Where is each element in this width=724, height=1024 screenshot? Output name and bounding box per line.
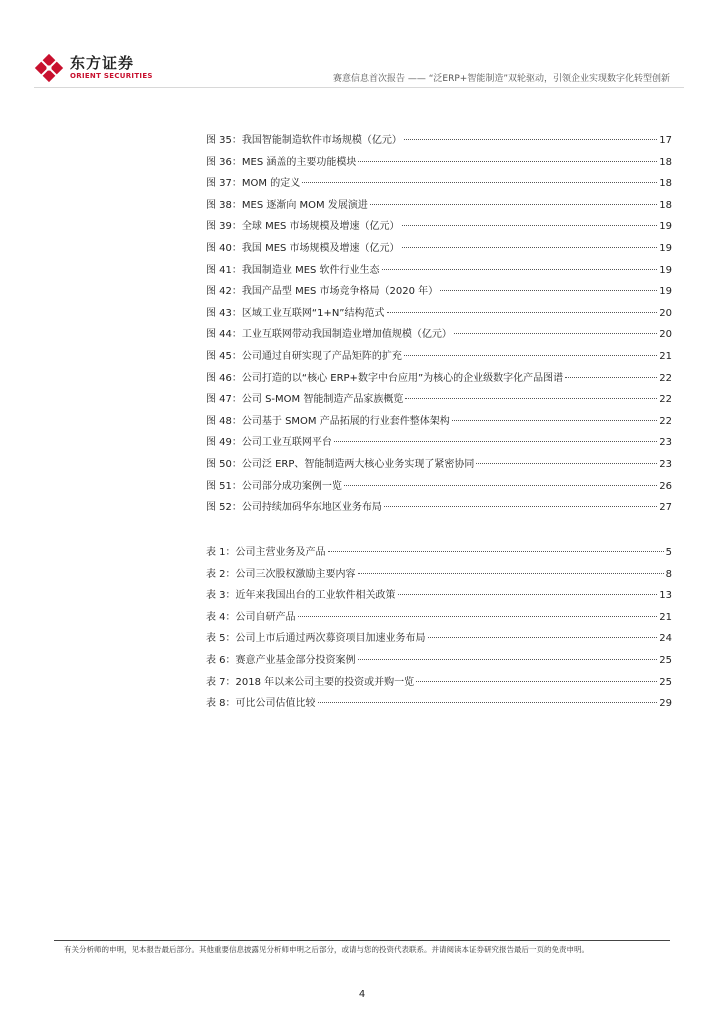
figure-toc-entry[interactable] bbox=[206, 282, 672, 304]
toc-entry-page: 21 bbox=[659, 350, 672, 362]
table-toc-entry[interactable] bbox=[206, 608, 672, 630]
toc-dot-leader bbox=[454, 333, 657, 334]
toc-entry-label: 图 49：公司工业互联网平台 bbox=[206, 437, 332, 449]
toc-entry-label: 表 3：近年来我国出台的工业软件相关政策 bbox=[206, 590, 396, 602]
toc-dot-leader bbox=[328, 551, 664, 552]
table-toc-entry[interactable] bbox=[206, 651, 672, 673]
figure-toc-entry[interactable] bbox=[206, 369, 672, 391]
brand-name-cn: 东方证券 bbox=[70, 54, 135, 72]
figure-toc-entry[interactable] bbox=[206, 477, 672, 499]
toc-entry-page: 19 bbox=[659, 286, 672, 298]
toc-entry-page: 8 bbox=[665, 568, 672, 580]
toc-dot-leader bbox=[302, 182, 657, 183]
toc-entry-label: 图 51：公司部分成功案例一览 bbox=[206, 480, 342, 492]
toc-entry-page: 24 bbox=[659, 633, 672, 645]
toc-dot-leader bbox=[452, 420, 658, 421]
toc-dot-leader bbox=[440, 290, 657, 291]
table-toc-entry[interactable] bbox=[206, 586, 672, 608]
toc-dot-leader bbox=[565, 377, 657, 378]
table-toc-entry[interactable] bbox=[206, 673, 672, 695]
brand-logo bbox=[34, 52, 153, 84]
toc-entry-page: 26 bbox=[659, 480, 672, 492]
figure-toc-entry[interactable] bbox=[206, 390, 672, 412]
header-divider bbox=[34, 87, 684, 88]
toc-entry-page: 18 bbox=[659, 156, 672, 168]
figure-toc-entry[interactable] bbox=[206, 153, 672, 175]
toc-entry-page: 25 bbox=[659, 654, 672, 666]
toc-entry-label: 图 43：区域工业互联网“1+N”结构范式 bbox=[206, 307, 385, 319]
figure-toc-entry[interactable] bbox=[206, 261, 672, 283]
figure-toc-entry[interactable] bbox=[206, 498, 672, 520]
toc-dot-leader bbox=[405, 398, 657, 399]
toc-entry-label: 表 5：公司上市后通过两次募资项目加速业务布局 bbox=[206, 633, 426, 645]
toc-entry-page: 18 bbox=[659, 199, 672, 211]
figure-toc-entry[interactable] bbox=[206, 325, 672, 347]
figure-toc-entry[interactable] bbox=[206, 433, 672, 455]
toc-entry-page: 18 bbox=[659, 178, 672, 190]
toc-entry-label: 表 6：赛意产业基金部分投资案例 bbox=[206, 654, 356, 666]
table-toc-entry[interactable] bbox=[206, 629, 672, 651]
toc-dot-leader bbox=[344, 485, 657, 486]
figure-toc-entry[interactable] bbox=[206, 412, 672, 434]
figure-toc-entry[interactable] bbox=[206, 196, 672, 218]
toc-entry-label: 图 35：我国智能制造软件市场规模（亿元） bbox=[206, 135, 402, 146]
toc-dot-leader bbox=[358, 161, 657, 162]
toc-dot-leader bbox=[404, 139, 657, 140]
toc-entry-page: 29 bbox=[659, 698, 672, 710]
toc-entry-label: 图 50：公司泛 ERP、智能制造两大核心业务实现了紧密协同 bbox=[206, 458, 475, 470]
toc-entry-page: 17 bbox=[659, 135, 672, 146]
figure-toc-entry[interactable] bbox=[206, 174, 672, 196]
toc-entry-label: 图 46：公司打造的以“核心 ERP+数字中台应用”为核心的企业级数字化产品图谱 bbox=[206, 372, 564, 384]
toc-dot-leader bbox=[318, 702, 658, 703]
figure-toc-entry[interactable] bbox=[206, 455, 672, 477]
toc-entry-label: 表 4：公司自研产品 bbox=[206, 611, 296, 623]
toc-entry-page: 22 bbox=[659, 415, 672, 427]
toc-entry-label: 图 38：MES 逐渐向 MOM 发展演进 bbox=[206, 199, 368, 211]
toc-entry-page: 22 bbox=[659, 394, 672, 406]
brand-name-en: ORIENT SECURITIES bbox=[70, 72, 153, 80]
toc-dot-leader bbox=[358, 573, 664, 574]
table-toc-entry[interactable] bbox=[206, 543, 672, 565]
toc-entry-page: 19 bbox=[659, 264, 672, 276]
toc-dot-leader bbox=[387, 312, 658, 313]
toc-dot-leader bbox=[402, 225, 658, 226]
figure-toc bbox=[206, 131, 672, 520]
toc-entry-label: 图 44：工业互联网带动我国制造业增加值规模（亿元） bbox=[206, 329, 452, 341]
toc-entry-label: 图 52：公司持续加码华东地区业务布局 bbox=[206, 502, 382, 514]
toc-dot-leader bbox=[370, 204, 657, 205]
toc-entry-label: 表 8：可比公司估值比较 bbox=[206, 698, 316, 710]
toc-entry-label: 图 42：我国产品型 MES 市场竞争格局（2020 年） bbox=[206, 286, 439, 298]
logo-mark-icon bbox=[34, 53, 64, 83]
toc-entry-page: 21 bbox=[659, 611, 672, 623]
toc-entry-page: 23 bbox=[659, 458, 672, 470]
toc-entry-page: 20 bbox=[659, 329, 672, 341]
toc-dot-leader bbox=[416, 681, 657, 682]
toc-entry-page: 23 bbox=[659, 437, 672, 449]
table-toc-entry[interactable] bbox=[206, 694, 672, 716]
toc-entry-page: 5 bbox=[665, 547, 672, 558]
toc-entry-label: 图 41：我国制造业 MES 软件行业生态 bbox=[206, 264, 380, 276]
toc-dot-leader bbox=[398, 594, 658, 595]
toc-dot-leader bbox=[358, 659, 658, 660]
toc-dot-leader bbox=[402, 247, 658, 248]
footer-divider bbox=[54, 940, 670, 941]
toc-dot-leader bbox=[476, 463, 657, 464]
toc-entry-page: 25 bbox=[659, 676, 672, 688]
toc-entry-page: 19 bbox=[659, 221, 672, 233]
toc-entry-page: 27 bbox=[659, 502, 672, 514]
toc-entry-label: 图 48：公司基于 SMOM 产品拓展的行业套件整体架构 bbox=[206, 415, 450, 427]
figure-toc-entry[interactable] bbox=[206, 217, 672, 239]
figure-toc-entry[interactable] bbox=[206, 347, 672, 369]
toc-dot-leader bbox=[334, 441, 657, 442]
footer-disclaimer: 有关分析师的申明，见本报告最后部分。其他重要信息披露见分析师申明之后部分，或请与您的投资代表联系。并请阅读本证券研究报告最后一页的免责申明。 bbox=[64, 945, 589, 954]
figure-toc-entry[interactable] bbox=[206, 304, 672, 326]
toc-entry-page: 22 bbox=[659, 372, 672, 384]
toc-dot-leader bbox=[404, 355, 657, 356]
figure-toc-entry[interactable] bbox=[206, 131, 672, 153]
toc-dot-leader bbox=[428, 637, 658, 638]
toc-dot-leader bbox=[298, 616, 658, 617]
toc-entry-page: 20 bbox=[659, 307, 672, 319]
figure-toc-entry[interactable] bbox=[206, 239, 672, 261]
toc-entry-label: 图 39：全球 MES 市场规模及增速（亿元） bbox=[206, 221, 400, 233]
table-toc bbox=[206, 543, 672, 716]
toc-entry-label: 图 37：MOM 的定义 bbox=[206, 178, 301, 190]
toc-dot-leader bbox=[382, 269, 658, 270]
table-toc-entry[interactable] bbox=[206, 565, 672, 587]
report-title: 赛意信息首次报告 —— “泛ERP+智能制造”双轮驱动，引领企业实现数字化转型创新 bbox=[333, 74, 670, 84]
toc-entry-label: 图 47：公司 S-MOM 智能制造产品家族概览 bbox=[206, 394, 404, 406]
toc-entry-page: 19 bbox=[659, 242, 672, 254]
page-number: 4 bbox=[358, 989, 366, 1000]
toc-entry-label: 图 36：MES 涵盖的主要功能模块 bbox=[206, 156, 357, 168]
toc-entry-label: 表 2：公司三次股权激励主要内容 bbox=[206, 568, 356, 580]
toc-entry-label: 表 7：2018 年以来公司主要的投资或并购一览 bbox=[206, 676, 415, 688]
toc-entry-page: 13 bbox=[659, 590, 672, 602]
toc-entry-label: 表 1：公司主营业务及产品 bbox=[206, 547, 326, 558]
toc-entry-label: 图 40：我国 MES 市场规模及增速（亿元） bbox=[206, 242, 400, 254]
toc-dot-leader bbox=[384, 506, 657, 507]
toc-entry-label: 图 45：公司通过自研实现了产品矩阵的扩充 bbox=[206, 350, 402, 362]
